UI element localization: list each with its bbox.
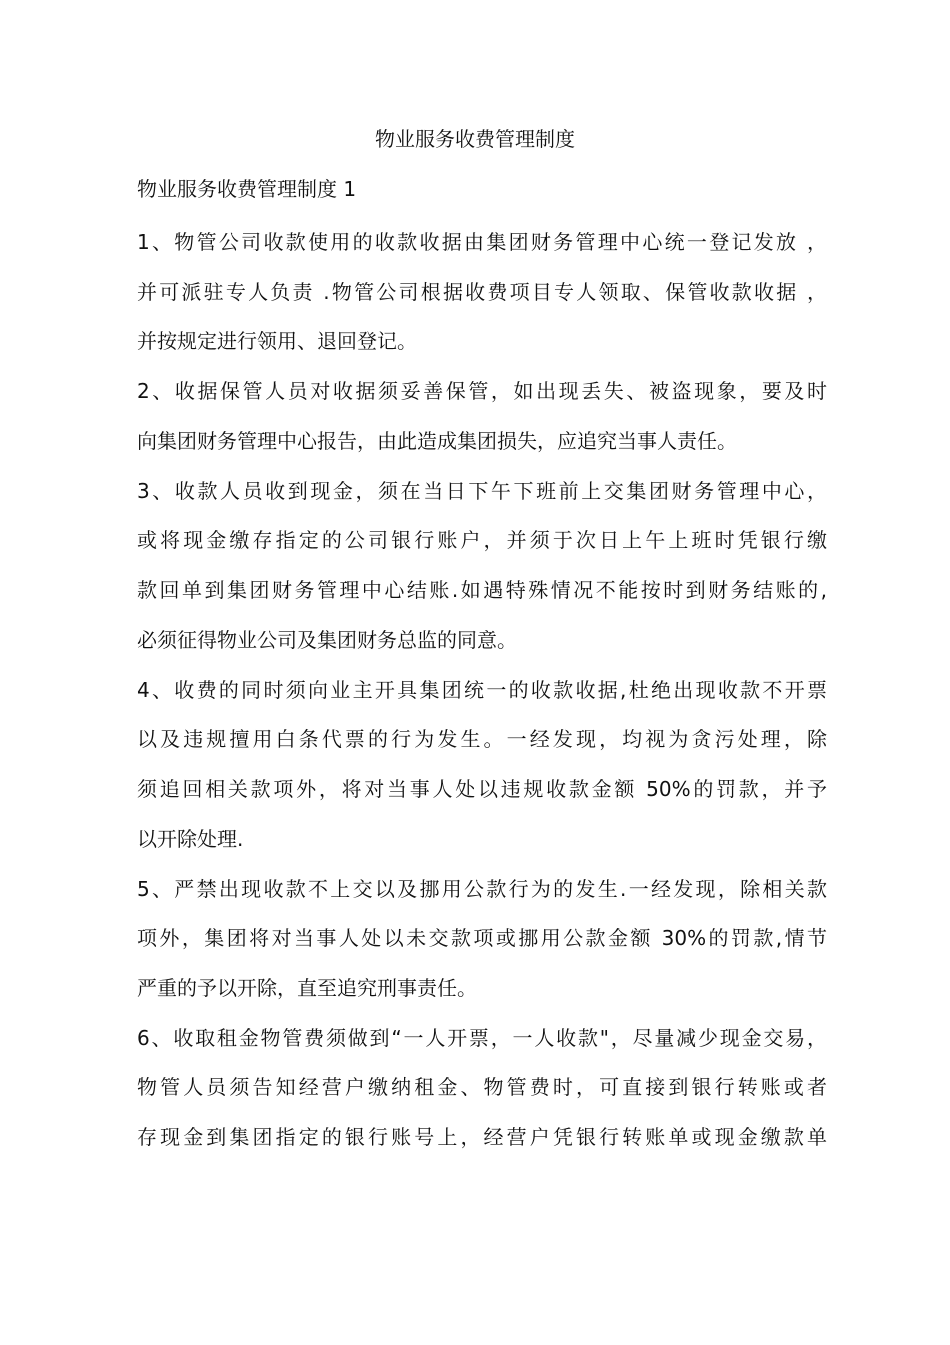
paragraph-line: 以及违规擅用白条代票的行为发生。一经发现，均视为贪污处理，除 [137, 727, 827, 751]
paragraph-line: 项外，集团将对当事人处以未交款项或挪用公款金额 30%的罚款,情节 [137, 926, 827, 950]
paragraph-line: 3、收款人员收到现金，须在当日下午下班前上交集团财务管理中心， [137, 479, 827, 503]
paragraph-line: 存现金到集团指定的银行账号上，经营户凭银行转账单或现金缴款单 [137, 1125, 827, 1149]
paragraph-line: 6、收取租金物管费须做到“一人开票，一人收款"，尽量减少现金交易， [137, 1026, 827, 1050]
paragraph-line: 或将现金缴存指定的公司银行账户，并须于次日上午上班时凭银行缴 [137, 528, 827, 552]
paragraph-line: 并按规定进行领用、退回登记。 [137, 329, 417, 353]
paragraph-line: 并可派驻专人负责 .物管公司根据收费项目专人领取、保管收款收据 ， [137, 280, 827, 304]
paragraph-line: 1、物管公司收款使用的收款收据由集团财务管理中心统一登记发放 ， [137, 230, 827, 254]
paragraph-line: 4、收费的同时须向业主开具集团统一的收款收据,杜绝出现收款不开票 [137, 678, 827, 702]
section-heading: 物业服务收费管理制度 1 [137, 177, 357, 201]
paragraph-line: 以开除处理. [137, 827, 244, 851]
paragraph-line: 必须征得物业公司及集团财务总监的同意。 [137, 628, 517, 652]
paragraph-line: 严重的予以开除，直至追究刑事责任。 [137, 976, 477, 1000]
paragraph-line: 2、收据保管人员对收据须妥善保管，如出现丢失、被盗现象，要及时 [137, 379, 827, 403]
paragraph-line: 款回单到集团财务管理中心结账.如遇特殊情况不能按时到财务结账的, [137, 578, 827, 602]
paragraph-line: 5、严禁出现收款不上交以及挪用公款行为的发生.一经发现，除相关款 [137, 877, 827, 901]
paragraph-line: 物管人员须告知经营户缴纳租金、物管费时，可直接到银行转账或者 [137, 1075, 827, 1099]
document-title: 物业服务收费管理制度 [375, 127, 575, 151]
paragraph-line: 须追回相关款项外，将对当事人处以违规收款金额 50%的罚款，并予 [137, 777, 827, 801]
paragraph-line: 向集团财务管理中心报告，由此造成集团损失，应追究当事人责任。 [137, 429, 737, 453]
